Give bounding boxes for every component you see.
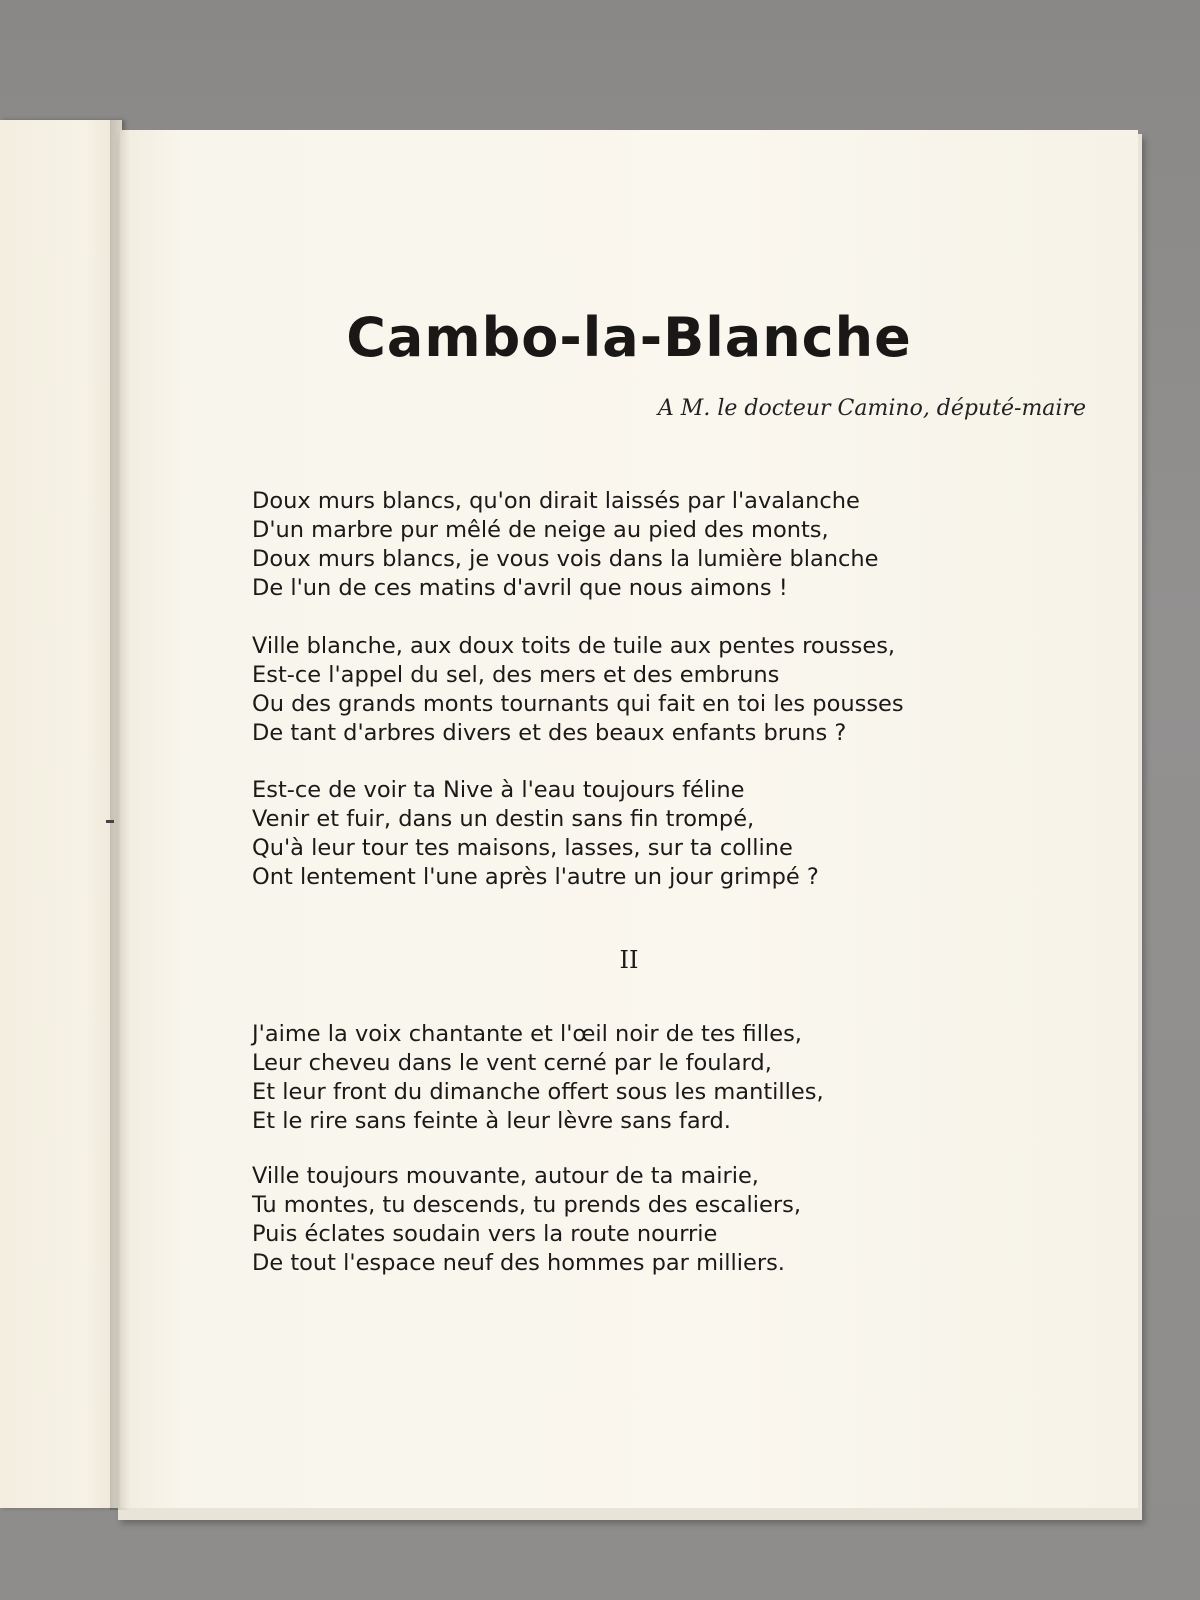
stanza-2 <box>252 632 904 748</box>
verse-line: Ont lentement l'une après l'autre un jour grimpé ? <box>252 864 819 890</box>
verse-line: Tu montes, tu descends, tu prends des escaliers, <box>252 1192 801 1218</box>
verse-line: Doux murs blancs, qu'on dirait laissés par l'avalanche <box>252 488 860 514</box>
stanza-5 <box>252 1162 801 1278</box>
ink-mark <box>106 820 114 823</box>
book-page <box>120 130 1138 1508</box>
verse-line: De tant d'arbres divers et des beaux enfants bruns ? <box>252 720 847 746</box>
verse-line: Et leur front du dimanche offert sous les mantilles, <box>252 1079 824 1105</box>
stanza-3 <box>252 776 819 892</box>
verse-line: Est-ce de voir ta Nive à l'eau toujours féline <box>252 777 745 803</box>
verse-line: Puis éclates soudain vers la route nourrie <box>252 1221 718 1247</box>
section-number: II <box>619 946 639 974</box>
verse-line: Ou des grands monts tournants qui fait en toi les pousses <box>252 691 904 717</box>
previous-page <box>0 120 122 1508</box>
verse-line: Est-ce l'appel du sel, des mers et des embruns <box>252 662 780 688</box>
dedication: A M. le docteur Camino, député-maire <box>657 396 1086 421</box>
verse-line: D'un marbre pur mêlé de neige au pied des monts, <box>252 517 829 543</box>
poem-title: Cambo-la-Blanche <box>346 306 912 369</box>
stanza-4 <box>252 1020 824 1136</box>
verse-line: Venir et fuir, dans un destin sans fin trompé, <box>252 806 755 832</box>
verse-line: Et le rire sans feinte à leur lèvre sans fard. <box>252 1108 731 1134</box>
verse-line: Leur cheveu dans le vent cerné par le foulard, <box>252 1050 772 1076</box>
verse-line: Qu'à leur tour tes maisons, lasses, sur ta colline <box>252 835 793 861</box>
verse-line: De tout l'espace neuf des hommes par milliers. <box>252 1250 785 1276</box>
verse-line: De l'un de ces matins d'avril que nous aimons ! <box>252 575 788 601</box>
verse-line: Ville blanche, aux doux toits de tuile aux pentes rousses, <box>252 633 896 659</box>
gutter-shadow <box>110 120 130 1510</box>
verse-line: J'aime la voix chantante et l'œil noir de tes filles, <box>252 1021 802 1047</box>
verse-line: Ville toujours mouvante, autour de ta mairie, <box>252 1163 759 1189</box>
stanza-1 <box>252 487 879 603</box>
verse-line: Doux murs blancs, je vous vois dans la lumière blanche <box>252 546 879 572</box>
